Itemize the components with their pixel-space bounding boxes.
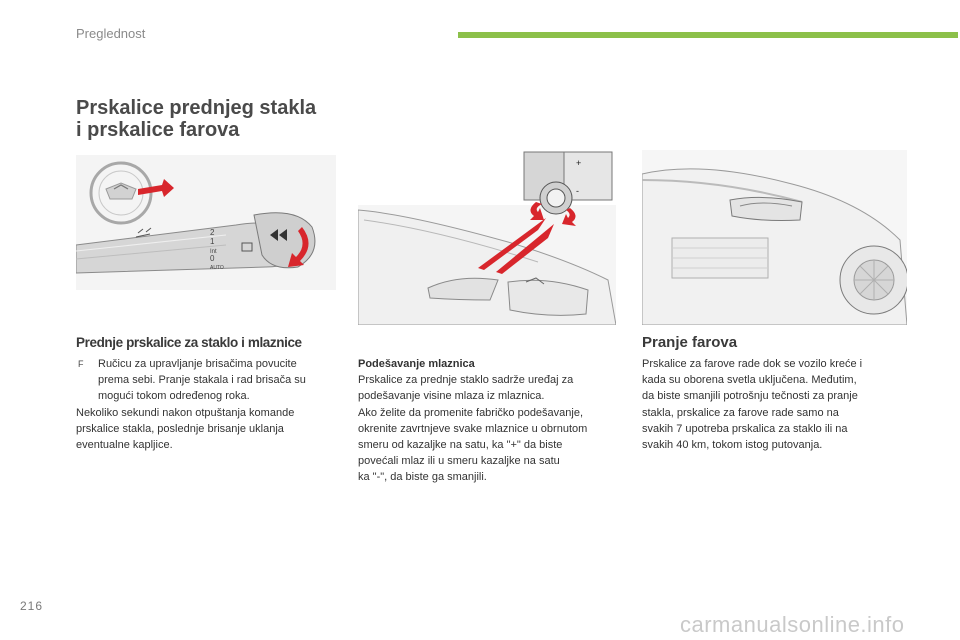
nozzle-adjustment-illustration	[358, 150, 616, 325]
nozzle-adjustment-text	[358, 356, 628, 486]
svg-text:1	[210, 237, 215, 246]
paragraph-line: podešavanje visine mlaza iz mlaznica.	[358, 390, 545, 403]
section-label: Preglednost	[76, 26, 146, 41]
paragraph-line: Prskalice za prednje staklo sadrže uređaj za	[358, 374, 574, 387]
page-title-line-2: i prskalice farova	[76, 119, 240, 141]
watermark: carmanualsonline.info	[680, 612, 905, 637]
stalk-position-int: Int	[210, 249, 217, 255]
headlamp-wash-text	[642, 356, 912, 453]
paragraph-line: svakih 40 km, tokom istog putovanja.	[642, 439, 823, 452]
page-title-line-1: Prskalice prednjeg stakla	[76, 97, 317, 119]
section-accent-bar	[458, 32, 958, 38]
svg-text:2	[210, 228, 215, 237]
bullet-marker: F	[78, 359, 84, 369]
paragraph-line: svakih 7 upotreba prskalica za staklo ili na	[642, 422, 848, 435]
front-washer-heading: Prednje prskalice za staklo i mlaznice	[76, 335, 302, 350]
paragraph-line: Ako želite da promenite fabričko podešavanje,	[358, 406, 584, 419]
front-washer-text	[76, 356, 346, 453]
stalk-position-0: 0	[210, 254, 215, 263]
nozzle-plus-label: +	[576, 158, 582, 168]
paragraph-line: da biste smanjili potrošnju tečnosti za pranje	[642, 390, 858, 403]
bullet-text-line: mogući tokom određenog roka.	[98, 390, 250, 403]
paragraph-line: smeru od kazaljke na satu, ka "+" da biste	[358, 439, 563, 452]
svg-text:-	[576, 186, 579, 196]
bullet-text-line: Ručicu za upravljanje brisačima povucite	[98, 358, 297, 370]
svg-text:+	[576, 158, 581, 168]
bullet-text-line: prema sebi. Pranje stakala i rad brisača su	[98, 374, 306, 387]
nozzle-adjustment-subheading: Podešavanje mlaznica	[358, 358, 475, 370]
bullet-item	[76, 356, 346, 405]
paragraph-line: Prskalice za farove rade dok se vozilo kreće i	[642, 358, 863, 370]
paragraph-line: Nekoliko sekundi nakon otpuštanja komande	[76, 406, 295, 419]
stalk-position-auto: AUTO	[210, 265, 224, 271]
stalk-position-1: 1	[210, 237, 215, 246]
stalk-position-2: 2	[210, 228, 215, 237]
page-title	[76, 97, 316, 141]
paragraph-line: povećali mlaz ili u smeru kazaljke na satu	[358, 455, 560, 468]
page-number: 216	[20, 599, 44, 613]
paragraph-line: kada su oborena svetla uključena. Međutim,	[642, 374, 857, 387]
paragraph-line: stakla, prskalice za farove rade samo na	[642, 406, 839, 419]
paragraph-line: okrenite zavrtnjeve svake mlaznice u obrnutom	[358, 422, 588, 435]
wiper-stalk-illustration	[76, 155, 336, 290]
headlamp-wash-heading: Pranje farova	[642, 334, 738, 351]
paragraph-line: prskalice stakla, poslednje brisanje uklanja	[76, 422, 284, 435]
paragraph-line: eventualne kapljice.	[76, 439, 173, 452]
nozzle-minus-label: -	[576, 186, 579, 196]
svg-text:AUTO	[210, 265, 224, 271]
headlamp-washer-illustration	[642, 150, 907, 325]
svg-text:0	[210, 254, 215, 263]
paragraph-line: ka "-", da biste ga smanjili.	[358, 471, 487, 484]
